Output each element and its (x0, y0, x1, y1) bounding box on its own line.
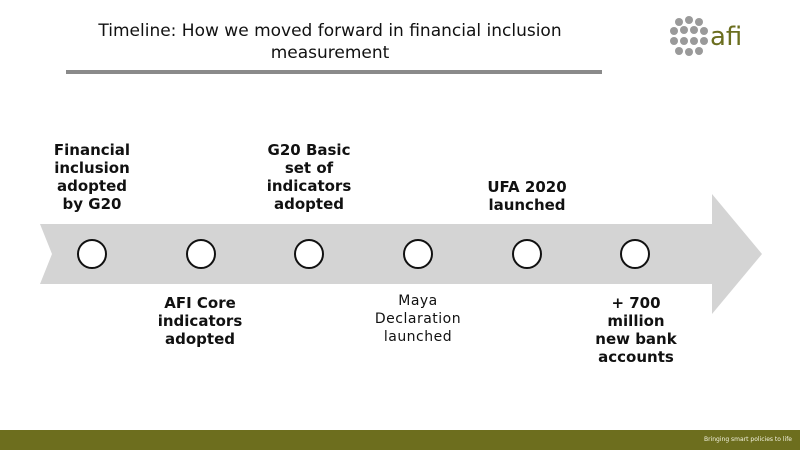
timeline-marker (186, 239, 216, 269)
footer-bar (0, 430, 800, 450)
milestone-label-ufa-2020: UFA 2020 launched (487, 178, 567, 214)
timeline-marker (77, 239, 107, 269)
milestone-label-bank-accounts: + 700 million new bank accounts (595, 294, 677, 366)
timeline-marker (294, 239, 324, 269)
timeline-marker (403, 239, 433, 269)
milestone-label-maya-declaration: Maya Declaration launched (374, 293, 462, 345)
milestone-label-g20-indicators: G20 Basic set of indicators adopted (266, 141, 352, 213)
slide-title: Timeline: How we moved forward in financial inclusion measurement (98, 21, 562, 63)
milestone-label-g20-adoption: Financial inclusion adopted by G20 (53, 141, 131, 213)
timeline-marker (620, 239, 650, 269)
milestone-label-afi-core: AFI Core indicators adopted (157, 294, 243, 348)
logo-wordmark: afi (710, 22, 743, 52)
timeline-marker (512, 239, 542, 269)
footer-tagline: Bringing smart policies to life (704, 436, 792, 443)
